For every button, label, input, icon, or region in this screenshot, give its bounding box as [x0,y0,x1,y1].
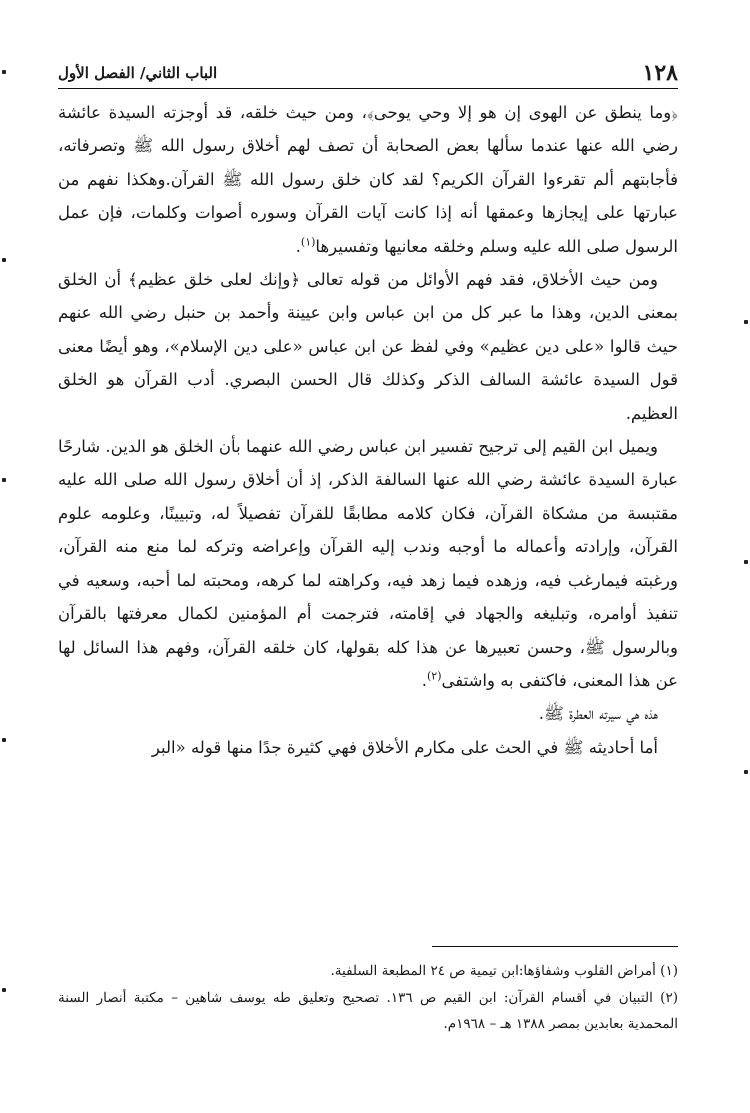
scan-margin-mark [2,70,6,74]
scan-margin-mark [2,988,6,992]
paragraph-end: . [295,236,301,256]
paragraph: ومن حيث الأخلاق، فقد فهم الأوائل من قوله تعالى ﴿وإنك لعلى خلق عظيم﴾ أن الخلق بمعنى الدين، وهذا ما عبر كل من ابن عباس وابن عيينة وأحمد بن حنبل رضي الله عنهم حيث قالوا «على دين عظيم» وفي لفظ عن ابن عباس «على دين الإسلام»، وهو أيضًا معنى قول السيدة عائشة السالف الذكر وكذلك قال الحسن البصري. أدب القرآن هو الخلق العظيم. [58,270,678,423]
footnotes [58,958,678,1038]
footnote-divider [432,946,678,947]
paragraph: أما أحاديثه ﷺ في الحث على مكارم الأخلاق فهي كثيرة جدًا منها قوله «البر [151,737,658,757]
footnote-ref: (٢) [426,669,442,683]
scan-margin-mark [744,770,748,774]
paragraph-end: . [421,670,427,690]
footnote: (٢) التبيان في أقسام القرآن: ابن القيم ص ١٣٦. تصحيح وتعليق طه يوسف شاهين – مكتبة أنصار السنة المحمدية بعابدين بمصر ١٣٨٨ هـ – ١٩٦٨م. [58,990,678,1032]
scan-margin-mark [2,738,6,742]
footnote: (١) أمراض القلوب وشفاؤها:ابن تيمية ص ٢٤ المطبعة السلفية. [330,963,678,979]
scan-margin-mark [744,560,748,564]
scan-margin-mark [2,478,6,482]
paragraph [58,96,678,263]
main-text [58,96,678,764]
scan-margin-mark [744,320,748,324]
page-number: ١٢٨ [642,60,678,86]
scan-margin-mark [2,258,6,262]
chapter-title: الباب الثاني/ الفصل الأول [58,64,218,82]
paragraph-text: ﴿وما ينطق عن الهوى إن هو إلا وحي يوحى﴾، ومن حيث خلقه، قد أوجزته السيدة عائشة رضي الله عنها عندما سألها بعض الصحابة أن تصف لهم أخلاق رسول الله ﷺ وتصرفاته، فأجابتهم ألم تقرءوا القرآن الكريم؟ لقد كان خلق رسول الله ﷺ القرآن.وهكذا نفهم من عبارتها على إيجازها وعمقها أنه إذا كانت آيات القرآن وسوره أصوات وكلمات، فإن عمل الرسول صلى الله عليه وسلم وخلقه معانيها وتفسيرها [58,103,678,256]
paragraph [58,430,678,697]
footnote-ref: (١) [300,235,316,249]
running-header [58,58,678,89]
paragraph-text: ويميل ابن القيم إلى ترجيح تفسير ابن عباس رضي الله عنهما بأن الخلق هو الدين. شارحًا عبارة السيدة عائشة رضي الله عنها السالفة الذكر، إذ أن أخلاق رسول الله صلى الله عليه مقتبسة من مشكاة القرآن، فكان كلامه مطابقًا للقرآن تفصيلاً له، وتبيينًا، وعلومه علوم القرآن، وإرادته وأعماله ما أوجبه وندب إليه القرآن وإعراضه وتركه لما منع منه القرآن، ورغبته فيمارغب فيه، وزهده فيما زهد فيه، وكراهته لما كرهه، ومحبته لما أحبه، وسعيه في تنفيذ أوامره، وتبليغه والجهاد في إقامته، فترجمت أم المؤمنين لكمال معرفتها بالقرآن وبالرسول ﷺ، وحسن تعبيرها عن هذا كله بقولها، كان خلقه القرآن، وفهم هذا السائل لها عن هذا المعنى، فاكتفى به واشتفى [58,437,678,690]
paragraph: هذه هي سيرته العطرة ﷺ. [538,704,658,724]
